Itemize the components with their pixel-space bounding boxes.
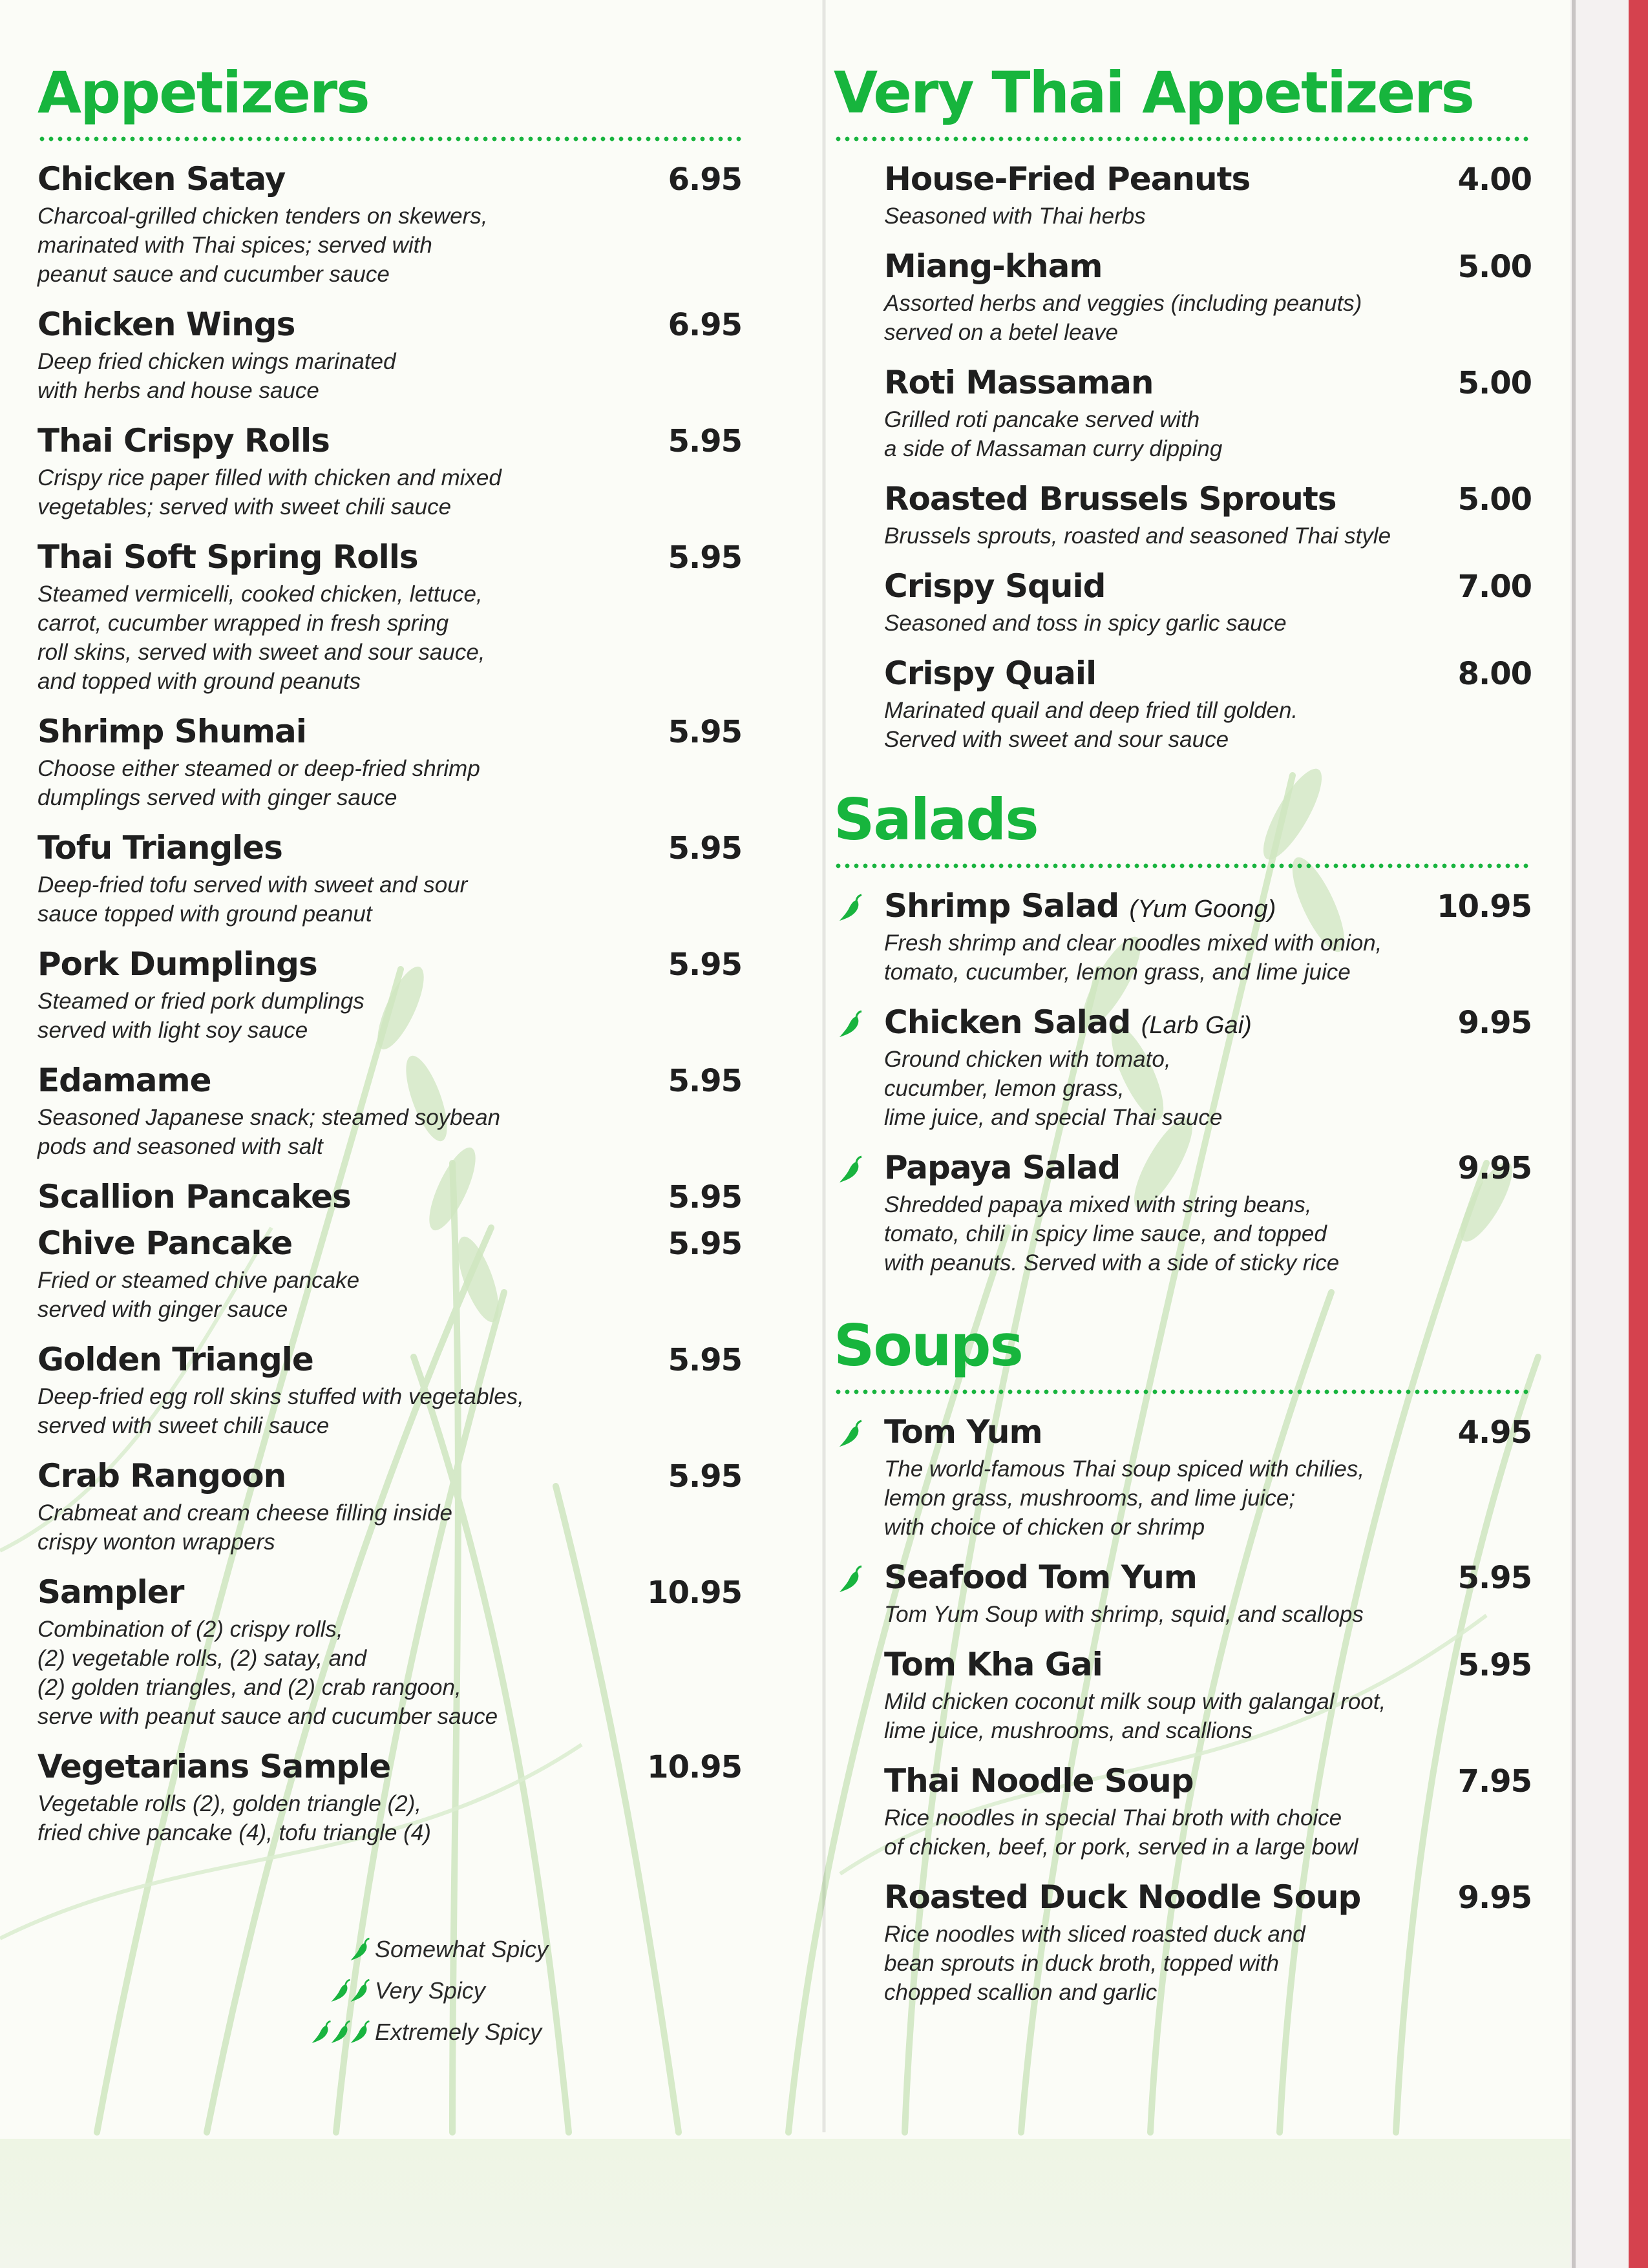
menu-item-price: 5.95: [668, 1226, 742, 1262]
menu-item-header: [884, 1559, 1532, 1596]
spicy-legend: [259, 1929, 582, 2053]
menu-item-name-text: Chive Pancake: [37, 1224, 293, 1262]
menu-item-description: Seasoned and toss in spicy garlic sauce: [884, 611, 1287, 636]
menu-item-name: [37, 422, 330, 459]
menu-item-header: [884, 655, 1532, 692]
menu-item-name: [884, 655, 1096, 692]
menu-item-name: [884, 480, 1336, 518]
salads-section: [834, 786, 1532, 1277]
menu-item-description: Seasoned with Thai herbs: [884, 204, 1146, 229]
menu-item: [37, 422, 742, 521]
menu-item-name: [884, 1559, 1197, 1596]
menu-item: [37, 1341, 742, 1440]
chili-pepper-icon: [838, 1010, 863, 1038]
menu-item-name-text: Edamame: [37, 1062, 211, 1099]
appetizers-section: [37, 59, 742, 1847]
legend-label: Extremely Spicy: [375, 2019, 542, 2045]
menu-item-name: [884, 364, 1154, 401]
menu-item-header: [37, 1748, 742, 1785]
menu-item-name: [37, 1457, 286, 1495]
appetizers-list: [37, 160, 742, 1847]
menu-item-description: Mild chicken coconut milk soup with galangal root, lime juice, mushrooms, and scallions: [884, 1689, 1386, 1743]
menu-item-name-text: Thai Noodle Soup: [884, 1762, 1194, 1800]
menu-item-price: 8.00: [1457, 656, 1532, 692]
menu-item-header: [37, 306, 742, 343]
chili-pepper-icon: [349, 1979, 371, 2003]
menu-item: [834, 247, 1532, 347]
menu-item-name: [37, 829, 282, 866]
menu-item-description: The world-famous Thai soup spiced with chilies, lemon grass, mushrooms, and lime juice; with choice of chicken or shrimp: [884, 1456, 1365, 1540]
menu-item-name-text: Papaya Salad: [884, 1149, 1121, 1186]
legend-chilis: [352, 1937, 371, 1962]
menu-item: [37, 713, 742, 812]
menu-item-name-text: Crispy Quail: [884, 655, 1097, 692]
menu-item-description: Steamed or fried pork dumplings served with light soy sauce: [37, 989, 364, 1043]
menu-item-price: 5.95: [668, 714, 742, 750]
legend-row: [259, 2011, 582, 2053]
menu-item-header: [37, 538, 742, 576]
menu-item-price: 9.95: [1457, 1150, 1532, 1186]
menu-item-description: Combination of (2) crispy rolls, (2) vegetable rolls, (2) satay, and (2) golden triangles, and (2) crab rangoon, serve with peanut sauce and cucumber sauce: [37, 1617, 498, 1729]
menu-item-description: Ground chicken with tomato, cucumber, lemon grass, lime juice, and special Thai sauce: [884, 1047, 1223, 1130]
menu-item-name: [37, 1224, 292, 1262]
menu-item: [834, 1878, 1532, 2007]
menu-item-name: [37, 538, 418, 576]
menu-item-header: [37, 1062, 742, 1099]
chili-pepper-icon: [838, 894, 863, 922]
very-thai-list: [834, 160, 1532, 754]
legend-label: Very Spicy: [375, 1977, 485, 2004]
menu-item: [37, 945, 742, 1045]
menu-item: [834, 887, 1532, 987]
menu-item-name-text: Scallion Pancakes: [37, 1178, 351, 1215]
dotted-divider: [834, 136, 1532, 142]
menu-item-description: Choose either steamed or deep-fried shrimp dumplings served with ginger sauce: [37, 756, 480, 810]
menu-item-header: [884, 480, 1532, 518]
menu-item-name-text: Thai Crispy Rolls: [37, 422, 330, 459]
menu-item: [834, 1149, 1532, 1277]
soups-title: Soups: [834, 1312, 1022, 1379]
menu-item-header: [884, 1413, 1532, 1451]
salads-list: [834, 887, 1532, 1277]
menu-item-name: [37, 1062, 211, 1099]
menu-item: [37, 1457, 742, 1557]
very-thai-title: Very Thai Appetizers: [834, 59, 1474, 126]
menu-item: [37, 1062, 742, 1161]
menu-item-header: [884, 160, 1532, 198]
menu-item-name: [37, 306, 295, 343]
chili-pepper-icon: [838, 1420, 863, 1448]
legend-chilis: [332, 1979, 371, 2003]
menu-item: [834, 655, 1532, 754]
menu-item-name-text: Chicken Wings: [37, 306, 295, 343]
menu-item-description: Rice noodles with sliced roasted duck and bean sprouts in duck broth, topped with chopped scallion and garlic: [884, 1922, 1305, 2005]
menu-item-price: 5.00: [1457, 481, 1532, 518]
menu-item-thai-name: (Yum Goong): [1129, 896, 1276, 923]
legend-row: [259, 1929, 582, 1970]
dotted-divider: [834, 863, 1532, 869]
menu-item-header: [37, 945, 742, 983]
menu-item-header: [884, 887, 1532, 925]
dotted-divider: [834, 1389, 1532, 1395]
menu-item-header: [37, 1178, 742, 1215]
chili-pepper-icon: [349, 2020, 371, 2044]
menu-item-description: Crispy rice paper filled with chicken and mixed vegetables; served with sweet chili sauce: [37, 465, 502, 520]
menu-item-name: [37, 713, 306, 750]
menu-item-name-text: Pork Dumplings: [37, 945, 317, 983]
menu-item-price: 5.95: [668, 947, 742, 983]
chili-pepper-icon: [330, 1979, 352, 2003]
menu-item-price: 5.95: [668, 423, 742, 459]
menu-item-name-text: Sampler: [37, 1573, 184, 1611]
menu-item: [37, 1178, 742, 1215]
menu-item-description: Deep-fried egg roll skins stuffed with vegetables, served with sweet chili sauce: [37, 1384, 524, 1438]
menu-item-name-text: Thai Soft Spring Rolls: [37, 538, 418, 576]
menu-item-header: [884, 1149, 1532, 1186]
menu-item-price: 6.95: [668, 307, 742, 343]
menu-item-price: 5.95: [668, 540, 742, 576]
menu-item: [834, 1762, 1532, 1862]
menu-item-price: 5.95: [668, 830, 742, 866]
menu-item: [37, 1573, 742, 1731]
menu-item-header: [884, 1762, 1532, 1800]
menu-item-description: Seasoned Japanese snack; steamed soybean pods and seasoned with salt: [37, 1105, 501, 1159]
menu-item-header: [884, 1646, 1532, 1683]
menu-item-description: Marinated quail and deep fried till golden. Served with sweet and sour sauce: [884, 698, 1298, 752]
menu-item-description: Steamed vermicelli, cooked chicken, lettuce, carrot, cucumber wrapped in fresh spring roll skins, served with sweet and sour sauce, and topped with ground peanuts: [37, 582, 485, 694]
menu-item-price: 5.00: [1457, 249, 1532, 285]
menu-item-name: [884, 160, 1250, 198]
menu-item-name: [884, 887, 1276, 925]
menu-item-header: [37, 1573, 742, 1611]
menu-item-name-text: Roti Massaman: [884, 364, 1154, 401]
menu-item: [834, 1003, 1532, 1132]
menu-item-name-text: Seafood Tom Yum: [884, 1559, 1197, 1596]
menu-item-price: 7.95: [1457, 1763, 1532, 1800]
chili-pepper-icon: [349, 1937, 371, 1962]
menu-item-header: [37, 829, 742, 866]
menu-item: [834, 567, 1532, 638]
menu-item-price: 5.95: [668, 1179, 742, 1215]
chili-pepper-icon: [838, 1155, 863, 1184]
menu-item-header: [37, 160, 742, 198]
menu-item-price: 5.95: [668, 1458, 742, 1495]
menu-item-name: [884, 567, 1105, 605]
menu-item-name: [884, 247, 1102, 285]
menu-item-description: Vegetable rolls (2), golden triangle (2), fried chive pancake (4), tofu triangle (4): [37, 1791, 431, 1845]
menu-item-description: Shredded papaya mixed with string beans, tomato, chili in spicy lime sauce, and topped with peanuts. Served with a side of sticky rice: [884, 1192, 1340, 1276]
legend-chilis: [313, 2020, 371, 2044]
menu-item: [834, 1559, 1532, 1629]
salads-title: Salads: [834, 786, 1038, 853]
menu-item-description: Grilled roti pancake served with a side of Massaman curry dipping: [884, 407, 1223, 461]
menu-item-header: [37, 1457, 742, 1495]
menu-item: [37, 160, 742, 289]
menu-item-name-text: Shrimp Shumai: [37, 713, 306, 750]
menu-item-description: Tom Yum Soup with shrimp, squid, and scallops: [884, 1602, 1364, 1627]
menu-item-header: [884, 364, 1532, 401]
chili-pepper-icon: [330, 2020, 352, 2044]
menu-item: [834, 364, 1532, 463]
chili-pepper-icon: [838, 1565, 863, 1593]
soups-list: [834, 1413, 1532, 2007]
menu-item-header: [37, 713, 742, 750]
menu-item-price: 5.95: [1457, 1647, 1532, 1683]
menu-item-description: Charcoal-grilled chicken tenders on skewers, marinated with Thai spices; served with peanut sauce and cucumber sauce: [37, 204, 488, 287]
menu-item-description: Crabmeat and cream cheese filling inside crispy wonton wrappers: [37, 1500, 452, 1555]
menu-item-name: [37, 1341, 313, 1378]
menu-item-name-text: Crab Rangoon: [37, 1457, 286, 1495]
legend-label: Somewhat Spicy: [375, 1936, 549, 1962]
menu-item-header: [884, 1878, 1532, 1916]
menu-item-price: 5.95: [668, 1342, 742, 1378]
menu-item-header: [884, 1003, 1532, 1041]
menu-item-name: [37, 160, 285, 198]
menu-item-price: 10.95: [647, 1575, 742, 1611]
chili-pepper-icon: [310, 2020, 332, 2044]
menu-item-price: 5.00: [1457, 365, 1532, 401]
dotted-divider: [37, 136, 742, 142]
menu-item-price: 4.00: [1457, 162, 1532, 198]
menu-item-name-text: Vegetarians Sample: [37, 1748, 391, 1785]
menu-item-name-text: Roasted Brussels Sprouts: [884, 480, 1336, 518]
menu-item-header: [37, 1224, 742, 1262]
menu-item-name-text: Tom Yum: [884, 1413, 1042, 1451]
menu-item: [37, 1748, 742, 1847]
menu-item-description: Deep fried chicken wings marinated with herbs and house sauce: [37, 349, 396, 403]
menu-item-name-text: Chicken Satay: [37, 160, 286, 198]
menu-item-description: Deep-fried tofu served with sweet and sour sauce topped with ground peanut: [37, 872, 468, 927]
menu-item-name: [884, 1762, 1194, 1800]
menu-item-description: Assorted herbs and veggies (including peanuts) served on a betel leave: [884, 291, 1362, 345]
menu-item-header: [37, 1341, 742, 1378]
menu-item-name-text: Tom Kha Gai: [884, 1646, 1103, 1683]
menu-item-name: [884, 1413, 1042, 1451]
menu-item-price: 9.95: [1457, 1880, 1532, 1916]
menu-item: [834, 1413, 1532, 1542]
menu-item: [834, 1646, 1532, 1745]
menu-item-header: [884, 567, 1532, 605]
page-fold-crease: [822, 0, 826, 2132]
left-column: [37, 59, 742, 1864]
menu-item-name-text: Tofu Triangles: [37, 829, 282, 866]
menu-item-name-text: Miang-kham: [884, 247, 1103, 285]
right-column: [834, 59, 1532, 2024]
menu-item: [834, 480, 1532, 551]
menu-item-name-text: Roasted Duck Noodle Soup: [884, 1878, 1361, 1916]
appetizers-title: Appetizers: [37, 59, 369, 126]
menu-item-name: [884, 1878, 1360, 1916]
menu-item-price: 10.95: [647, 1749, 742, 1785]
menu-item-price: 6.95: [668, 162, 742, 198]
soups-section: [834, 1312, 1532, 2007]
menu-item-description: Fresh shrimp and clear noodles mixed with onion, tomato, cucumber, lemon grass, and lime juice: [884, 930, 1382, 985]
menu-item: [37, 829, 742, 929]
menu-item-name: [37, 1573, 184, 1611]
menu-item-name-text: Crispy Squid: [884, 567, 1106, 605]
menu-item-description: Fried or steamed chive pancake served with ginger sauce: [37, 1268, 360, 1322]
menu-item: [834, 160, 1532, 231]
menu-item-thai-name: (Larb Gai): [1141, 1012, 1252, 1039]
menu-item-name-text: House-Fried Peanuts: [884, 160, 1251, 198]
menu-item-name-text: Chicken Salad: [884, 1003, 1131, 1041]
menu-item-name-text: Shrimp Salad: [884, 887, 1119, 925]
menu-item-price: 10.95: [1437, 888, 1532, 925]
menu-item-description: Brussels sprouts, roasted and seasoned Thai style: [884, 523, 1391, 549]
very-thai-section: [834, 59, 1532, 754]
menu-item-name: [37, 1748, 390, 1785]
menu-item-price: 4.95: [1457, 1414, 1532, 1451]
menu-item-header: [37, 422, 742, 459]
legend-row: [259, 1970, 582, 2011]
menu-item-name: [37, 1178, 351, 1215]
menu-item-name-text: Golden Triangle: [37, 1341, 313, 1378]
menu-item-name: [884, 1646, 1103, 1683]
menu-item-name: [884, 1003, 1252, 1041]
menu-item-description: Rice noodles in special Thai broth with choice of chicken, beef, or pork, served in a large bowl: [884, 1805, 1358, 1860]
menu-item-price: 7.00: [1457, 569, 1532, 605]
menu-item-price: 5.95: [668, 1063, 742, 1099]
menu-item: [37, 1224, 742, 1324]
menu-item: [37, 306, 742, 405]
menu-item-header: [884, 247, 1532, 285]
menu-item-price: 9.95: [1457, 1005, 1532, 1041]
menu-item-name: [884, 1149, 1120, 1186]
menu-item-price: 5.95: [1457, 1560, 1532, 1596]
menu-item-name: [37, 945, 317, 983]
menu-item: [37, 538, 742, 696]
